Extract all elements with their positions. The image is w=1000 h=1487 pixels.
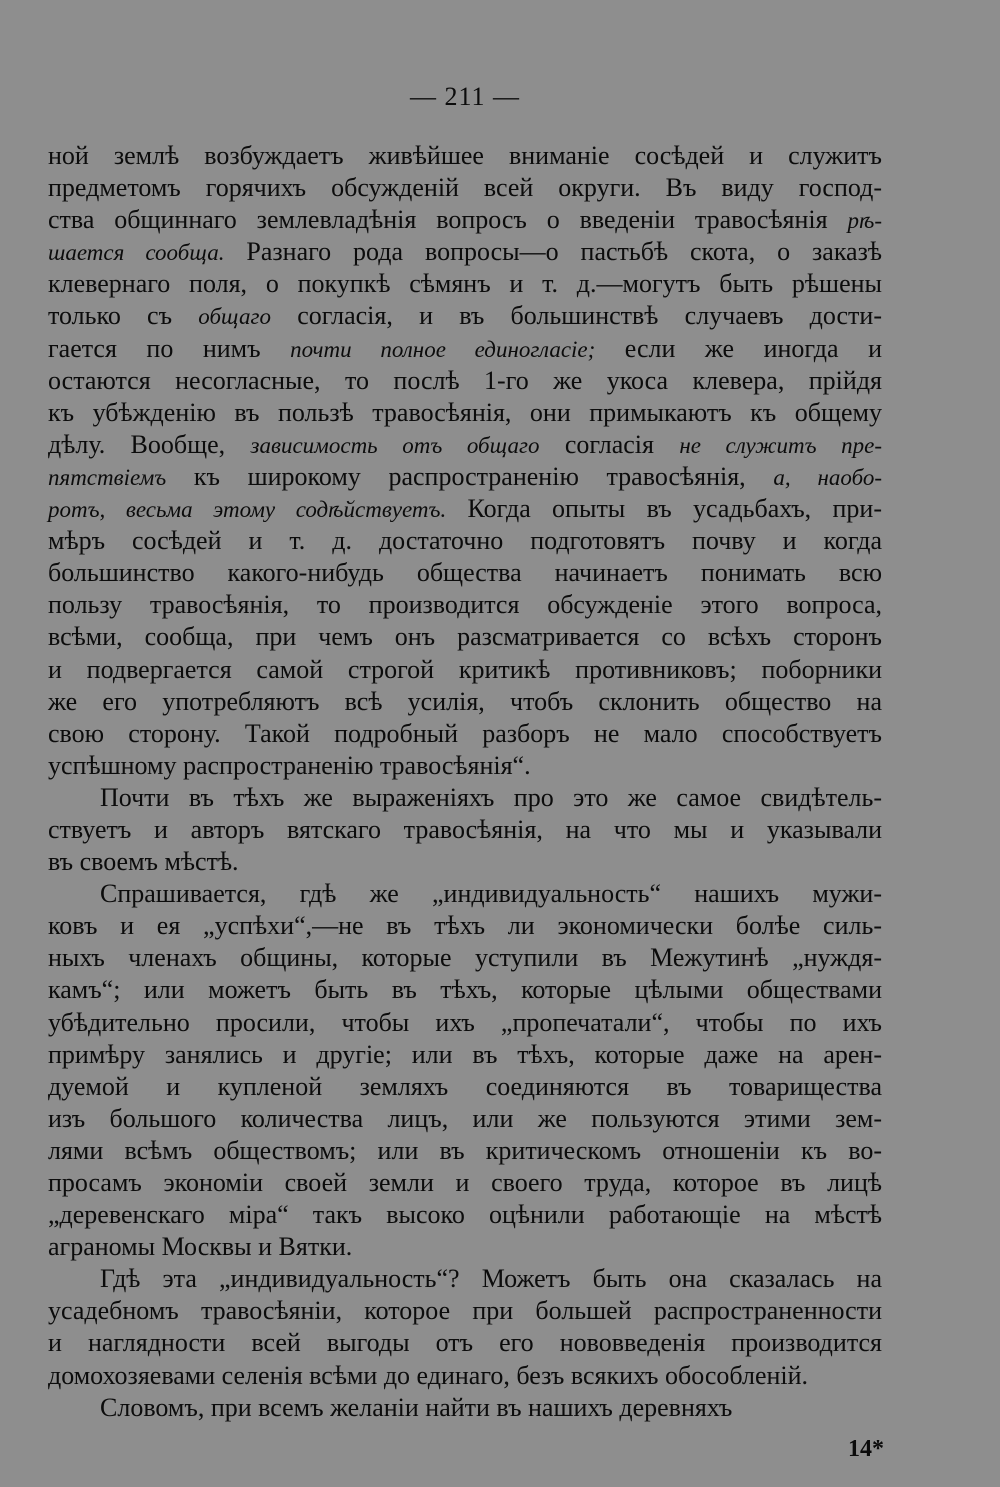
text-line [48, 172, 882, 204]
text-line [48, 1039, 882, 1071]
text-line [48, 236, 882, 268]
text-line [48, 300, 882, 332]
text-segment: Разнаго рода вопросы—о пастьбѣ скота, о заказѣ [224, 237, 882, 267]
italic-text: а, наобо- [773, 464, 882, 490]
italic-text: почти полное единогласіе; [290, 336, 596, 362]
text-segment: свою сторону. Такой подробный разборъ не мало способствуетъ [48, 718, 882, 748]
text-line [48, 846, 882, 878]
text-line [48, 718, 882, 750]
text-segment: Когда опыты въ усадьбахъ, при- [446, 494, 882, 524]
text-line [48, 1392, 882, 1424]
text-segment: успѣшному распространенію травосѣянія“. [48, 750, 531, 780]
text-segment: примѣру занялись и другіе; или въ тѣхъ, которые даже на арен- [48, 1039, 882, 1069]
text-segment: ства общиннаго землевладѣнія вопросъ о введеніи травосѣянія [48, 205, 848, 235]
text-segment: только съ [48, 301, 199, 331]
text-segment: большинство какого-нибудь общества начинаетъ понимать всю [48, 558, 882, 588]
text-segment: къ убѣжденію въ пользѣ травосѣянія, они примыкаютъ къ общему [48, 397, 882, 427]
text-segment: просамъ экономіи своей земли и своего труда, которое въ лицѣ [48, 1168, 882, 1197]
text-segment: же его употребляютъ всѣ усилія, чтобъ склонить общество на [48, 686, 882, 716]
text-segment: мѣръ сосѣдей и т. д. достаточно подготовятъ почву и когда [48, 526, 882, 556]
text-segment: дуемой и купленой земляхъ соединяются въ товарищества [48, 1071, 882, 1101]
italic-text: общаго [198, 304, 271, 330]
text-line [48, 493, 882, 525]
signature-mark: 14* [848, 1436, 884, 1462]
text-line [48, 589, 882, 621]
text-segment: домохозяевами селенія всѣми до единаго, безъ всякихъ обособленій. [48, 1360, 809, 1390]
text-segment: Спрашивается, гдѣ же „индивидуальность“ нашихъ мужи- [100, 879, 882, 909]
text-segment: остаются несогласные, то послѣ 1-го же укоса клевера, прійдя [48, 365, 882, 395]
text-line [48, 1007, 882, 1039]
text-line [48, 654, 882, 686]
text-line [48, 140, 882, 172]
text-segment: если же иногда и [595, 333, 882, 363]
text-line [48, 1327, 882, 1359]
text-segment: усадебномъ травосѣяніи, которое при большей распространенности [48, 1296, 882, 1326]
text-line [48, 397, 882, 429]
italic-text: пятствіемъ [48, 464, 167, 490]
text-segment: гается по нимъ [48, 333, 291, 363]
text-segment: и подвергается самой строгой критикѣ противниковъ; поборники [48, 654, 882, 684]
text-segment: дѣлу. Вообще, [48, 429, 251, 459]
text-segment: изъ большого количества лицъ, или же пользуются этими зем- [48, 1103, 882, 1133]
text-line [48, 621, 882, 653]
text-line [48, 686, 882, 718]
text-line [48, 1071, 882, 1103]
text-segment: ныхъ членахъ общины, которые уступили въ Межутинѣ „нуждя- [48, 943, 882, 973]
text-line [48, 1295, 882, 1327]
text-segment: Словомъ, при всемъ желаніи найти въ нашихъ деревняхъ [100, 1392, 733, 1422]
text-line [48, 1263, 882, 1295]
text-line [48, 1103, 882, 1135]
text-segment: ной землѣ возбуждаетъ живѣйшее вниманіе сосѣдей и служитъ [48, 141, 882, 170]
italic-text: ротъ, весьма этому содѣйствуетъ. [48, 497, 447, 523]
text-line [48, 1231, 882, 1263]
text-line [48, 525, 882, 557]
text-segment: клевернаго поля, о покупкѣ сѣмянъ и т. д.—могутъ быть рѣшены [48, 269, 882, 299]
text-segment: согласія, и въ большинствѣ случаевъ дости- [270, 301, 882, 331]
text-segment: ковъ и ея „успѣхи“,—не въ тѣхъ ли экономически болѣе силь- [48, 911, 882, 941]
italic-text: шается сообща. [48, 240, 225, 266]
body-text [48, 140, 882, 1424]
text-segment: въ своемъ мѣстѣ. [48, 847, 239, 877]
text-line [48, 878, 882, 910]
text-segment: лями всѣмъ обществомъ; или въ критическомъ отношеніи къ во- [48, 1135, 882, 1165]
text-line [48, 910, 882, 942]
text-line [48, 461, 882, 493]
text-line [48, 204, 882, 236]
text-line [48, 814, 882, 846]
text-segment: къ широкому распространенію травосѣянія, [166, 461, 774, 491]
text-segment: пользу травосѣянія, то производится обсужденіе этого вопроса, [48, 590, 882, 620]
text-segment: Гдѣ эта „индивидуальность“? Можетъ быть она сказалась на [100, 1264, 882, 1294]
text-line [48, 1167, 882, 1199]
text-line [48, 974, 882, 1006]
text-segment: камъ“; или можетъ быть въ тѣхъ, которые цѣлыми обществами [48, 975, 882, 1005]
text-segment: согласія [539, 429, 680, 459]
text-line [48, 750, 882, 782]
text-line [48, 557, 882, 589]
text-segment: ствуетъ и авторъ вятскаго травосѣянія, на что мы и указывали [48, 814, 882, 844]
italic-text: не служитъ пре- [679, 432, 882, 458]
text-line [48, 942, 882, 974]
italic-text: рѣ- [847, 208, 882, 234]
text-segment: аграномы Москвы и Вятки. [48, 1232, 353, 1262]
text-line [48, 1135, 882, 1167]
text-line [48, 365, 882, 397]
text-segment: и наглядности всей выгоды отъ его нововведенія производится [48, 1328, 882, 1358]
page-number: — 211 — [409, 82, 521, 111]
text-segment: предметомъ горячихъ обсужденій всей округи. Въ виду господ- [48, 173, 882, 203]
text-segment: всѣми, сообща, при чемъ онъ разсматривается со всѣхъ сторонъ [48, 622, 882, 652]
text-segment: убѣдительно просили, чтобы ихъ „пропечатали“, чтобы по ихъ [48, 1007, 882, 1037]
text-segment: „деревенскаго міра“ такъ высоко оцѣнили работающіе на мѣстѣ [48, 1200, 882, 1230]
text-line [48, 333, 882, 365]
text-line [48, 1360, 882, 1392]
text-segment: Почти въ тѣхъ же выраженіяхъ про это же самое свидѣтель- [100, 782, 882, 812]
italic-text: зависимость отъ общаго [250, 432, 540, 458]
text-line [48, 782, 882, 814]
text-line [48, 1199, 882, 1231]
text-line [48, 268, 882, 300]
text-line [48, 429, 882, 461]
